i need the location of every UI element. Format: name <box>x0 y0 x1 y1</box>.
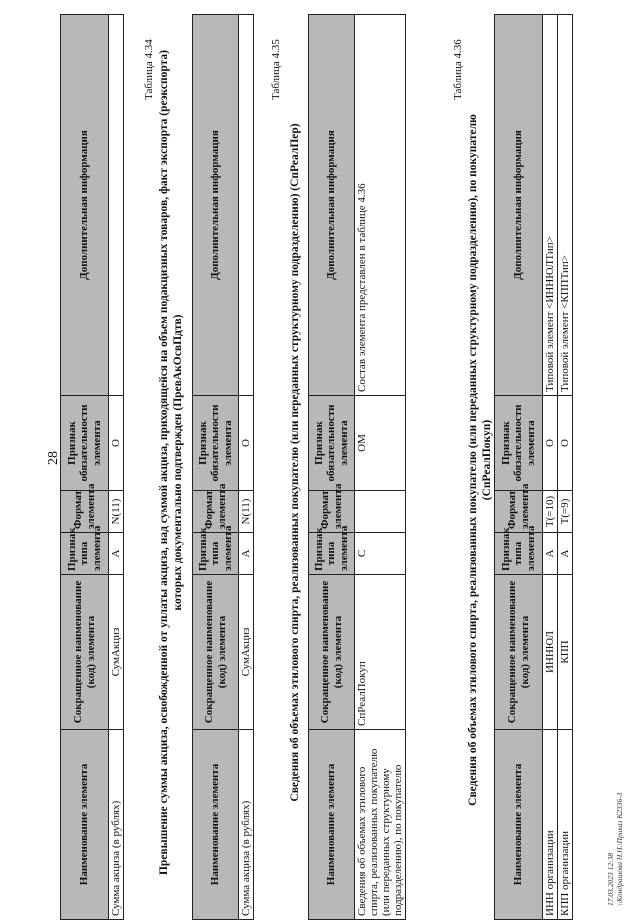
header-required: Признак обязательности элемента <box>61 396 109 491</box>
cell-info <box>239 15 254 396</box>
header-required: Признак обязательности элемента <box>309 396 355 491</box>
table-top <box>60 14 124 920</box>
header-name: Наименование элемента <box>309 730 355 920</box>
header-type: Признак типа элемента <box>193 533 239 575</box>
cell-info: Типовой элемент <КППТип> <box>558 15 573 396</box>
table-title-4-34: Превышение суммы акциза, освобожденной от уплаты акциза, над суммой акциза, приходящейся на объем подакцизных товаров, факт экспорта (реэкспорта) которых документально подтвержден (ПревАкОсвПдтв) <box>158 50 185 876</box>
cell-code: СумАкциз <box>109 575 124 730</box>
cell-name: КПП организации <box>558 730 573 920</box>
table-title-4-36: Сведения об объемах этилового спирта, реализованных покупателю (или переданных структурному подразделению), по покупателю (СпРеалПокуп) <box>467 114 494 806</box>
header-info: Дополнительная информация <box>193 15 239 396</box>
header-required: Признак обязательности элемента <box>495 396 543 491</box>
header-format: Формат элемента <box>495 491 543 533</box>
table-4-34 <box>192 14 254 920</box>
table-label-4-36: Таблица 4.36 <box>452 39 464 100</box>
cell-required: О <box>239 396 254 491</box>
cell-format: T(=10) <box>543 491 558 533</box>
cell-info: Состав элемента представлен в таблице 4.36 <box>355 15 406 396</box>
cell-code: СпРеалПокуп <box>355 575 406 730</box>
header-info: Дополнительная информация <box>495 15 543 396</box>
table-label-4-35: Таблица 4.35 <box>270 39 282 100</box>
header-type: Признак типа элемента <box>495 533 543 575</box>
header-name: Наименование элемента <box>61 730 109 920</box>
cell-required: ОМ <box>355 396 406 491</box>
table-title-4-35: Сведения об объемах этилового спирта, реализованных покупателю (или переданных структурному подразделению) (СпРеалПер) <box>289 123 301 802</box>
header-code: Сокращенное наименование (код) элемента <box>61 575 109 730</box>
cell-name: Сумма акциза (в рублях) <box>109 730 124 920</box>
cell-format: N(11) <box>239 491 254 533</box>
cell-code: ИННЮЛ <box>543 575 558 730</box>
table-4-35 <box>308 14 406 920</box>
cell-name: ИНН организации <box>543 730 558 920</box>
table-row <box>109 15 124 920</box>
cell-format: N(11) <box>109 491 124 533</box>
table-4-36 <box>494 14 573 920</box>
cell-name: Сведения об объемах этилового спирта, реализованных покупателю (или переданных структурному подразделению), по покупателю <box>355 730 406 920</box>
cell-required: О <box>543 396 558 491</box>
table-row <box>239 15 254 920</box>
cell-format <box>355 491 406 533</box>
page-number: 28 <box>46 451 61 465</box>
stamp-author: \\Кондрашова Н.Н.\Приказ К2336-3 <box>615 792 624 906</box>
table-row <box>558 15 573 920</box>
stamp-date: 17.03.2023 12:38 <box>606 852 615 906</box>
cell-type: А <box>543 533 558 575</box>
header-code: Сокращенное наименование (код) элемента <box>309 575 355 730</box>
cell-info <box>109 15 124 396</box>
header-info: Дополнительная информация <box>309 15 355 396</box>
cell-type: А <box>239 533 254 575</box>
cell-type: А <box>558 533 573 575</box>
cell-format: T(=9) <box>558 491 573 533</box>
cell-type: А <box>109 533 124 575</box>
cell-code: КПП <box>558 575 573 730</box>
cell-code: СумАкциз <box>239 575 254 730</box>
header-code: Сокращенное наименование (код) элемента <box>193 575 239 730</box>
table-label-4-34: Таблица 4.34 <box>143 39 155 100</box>
header-type: Признак типа элемента <box>309 533 355 575</box>
header-name: Наименование элемента <box>193 730 239 920</box>
cell-type: С <box>355 533 406 575</box>
header-type: Признак типа элемента <box>61 533 109 575</box>
header-name: Наименование элемента <box>495 730 543 920</box>
header-format: Формат элемента <box>309 491 355 533</box>
document-stamp <box>606 792 624 906</box>
cell-name: Сумма акциза (в рублях) <box>239 730 254 920</box>
header-format: Формат элемента <box>193 491 239 533</box>
header-info: Дополнительная информация <box>61 15 109 396</box>
cell-required: О <box>558 396 573 491</box>
table-row <box>543 15 558 920</box>
cell-info: Типовой элемент <ИННЮЛТип> <box>543 15 558 396</box>
table-row <box>355 15 406 920</box>
header-code: Сокращенное наименование (код) элемента <box>495 575 543 730</box>
cell-required: О <box>109 396 124 491</box>
header-format: Формат элемента <box>61 491 109 533</box>
header-required: Признак обязательности элемента <box>193 396 239 491</box>
